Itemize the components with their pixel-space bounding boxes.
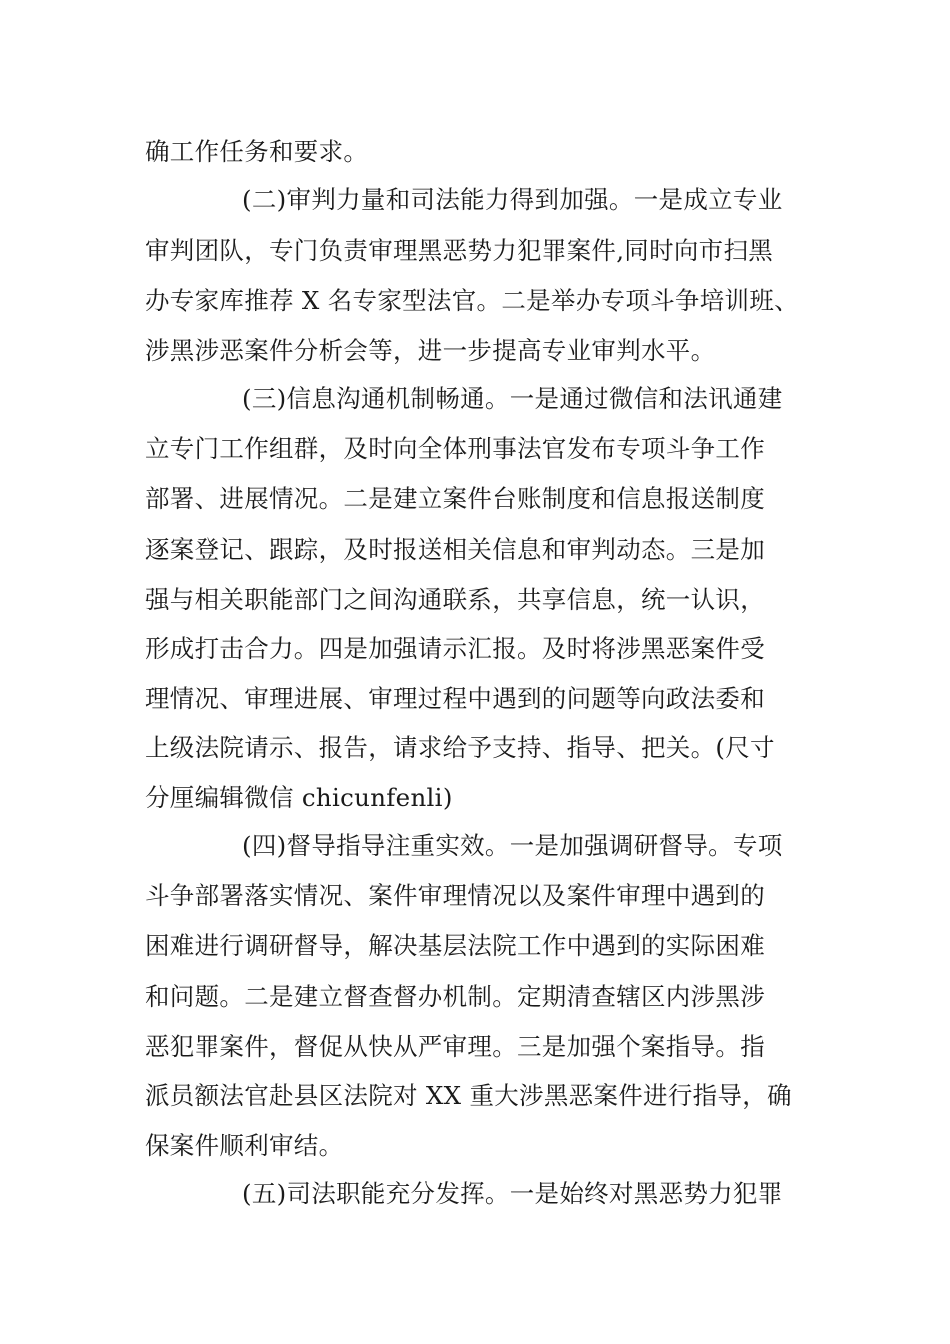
text-line: 强与相关职能部门之间沟通联系，共享信息，统一认识， xyxy=(145,585,765,614)
text-line: 涉黑涉恶案件分析会等，进一步提高专业审判水平。 xyxy=(145,336,716,365)
text-line: 理情况、审理进展、审理过程中遇到的问题等向政法委和 xyxy=(145,684,765,713)
text-line: 审判团队，专门负责审理黑恶势力犯罪案件,同时向市扫黑 xyxy=(145,236,774,265)
text-line: 斗争部署落实情况、案件审理情况以及案件审理中遇到的 xyxy=(145,881,765,910)
text-line: 派员额法官赴县区法院对 XX 重大涉黑恶案件进行指导，确 xyxy=(145,1081,792,1110)
paragraph-4-start: (四)督导指导注重实效。一是加强调研督导。专项 xyxy=(242,831,783,860)
text-line: 恶犯罪案件，督促从快从严审理。三是加强个案指导。指 xyxy=(145,1032,765,1061)
paragraph-3-start: (三)信息沟通机制畅通。一是通过微信和法讯通建 xyxy=(242,384,783,413)
text-line: 和问题。二是建立督查督办机制。定期清查辖区内涉黑涉 xyxy=(145,982,765,1011)
text-line: 确工作任务和要求。 xyxy=(145,137,369,166)
text-line: 逐案登记、跟踪，及时报送相关信息和审判动态。三是加 xyxy=(145,535,765,564)
paragraph-5-start: (五)司法职能充分发挥。一是始终对黑恶势力犯罪 xyxy=(242,1179,783,1208)
text-line: 保案件顺利审结。 xyxy=(145,1131,344,1160)
text-line: 形成打击合力。四是加强请示汇报。及时将涉黑恶案件受 xyxy=(145,634,765,663)
text-line: 困难进行调研督导，解决基层法院工作中遇到的实际困难 xyxy=(145,931,765,960)
text-line: 办专家库推荐 X 名专家型法官。二是举办专项斗争培训班、 xyxy=(145,286,799,315)
paragraph-2-start: (二)审判力量和司法能力得到加强。一是成立专业 xyxy=(242,185,783,214)
text-line: 上级法院请示、报告，请求给予支持、指导、把关。(尺寸 xyxy=(145,733,775,762)
text-line: 立专门工作组群，及时向全体刑事法官发布专项斗争工作 xyxy=(145,434,765,463)
text-line: 部署、进展情况。二是建立案件台账制度和信息报送制度 xyxy=(145,484,765,513)
text-line: 分厘编辑微信 chicunfenli) xyxy=(145,783,453,812)
